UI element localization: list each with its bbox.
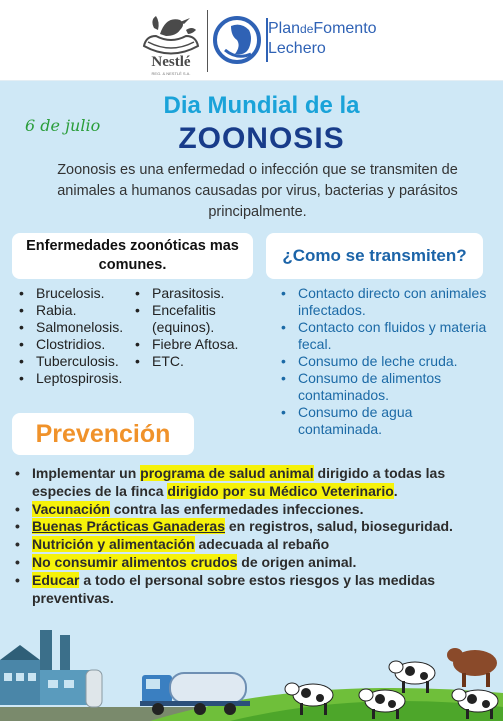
highlighted-text: Vacunación: [32, 500, 110, 517]
list-item: • ETC.: [132, 353, 262, 370]
list-item: • Consumo de agua contaminada.: [278, 404, 488, 438]
prevention-item-3: [12, 518, 492, 536]
list-item: • Rabia.: [16, 302, 136, 319]
list-item: • Fiebre Aftosa.: [132, 336, 262, 353]
list-item: • Tuberculosis.: [16, 353, 136, 370]
nestle-tagline: REG. & NESTLÉ S.A.: [151, 71, 191, 76]
prevention-header-card: [12, 413, 194, 455]
highlighted-text: programa de salud animal: [140, 465, 314, 481]
list-item: • Contacto directo con animales infectados.: [278, 285, 488, 319]
list-item: • Contacto con fluidos y materia fecal.: [278, 319, 488, 353]
diseases-list-col1: [16, 285, 136, 387]
highlighted-text: dirigido por su Médico Veterinario: [167, 482, 394, 499]
text-segment: de origen animal.: [237, 553, 357, 570]
fomento-word: Fomento: [313, 20, 377, 37]
diseases-list-col2: [132, 285, 262, 370]
diseases-title: Enfermedades zoonóticas mas comunes.: [26, 238, 239, 273]
highlighted-text: Nutrición y alimentación: [32, 536, 195, 553]
list-item: • Encefalitis (equinos).: [132, 302, 262, 336]
plan-fomento-title: [268, 20, 377, 38]
plan-word: Plan: [268, 20, 301, 37]
highlighted-text: Educar: [32, 571, 80, 588]
list-item: • Leptospirosis.: [16, 370, 136, 387]
list-item: • Brucelosis.: [16, 285, 136, 302]
title-line-1: Dia Mundial de la: [163, 92, 360, 119]
plan-fomento-lechero-logo: [211, 14, 263, 66]
list-item: • Salmonelosis.: [16, 319, 136, 336]
prevention-item-1: [12, 465, 492, 501]
list-item: • Consumo de leche cruda.: [278, 353, 488, 370]
transmission-title: ¿Como se transmiten?: [282, 246, 467, 265]
prevention-item-5: [12, 554, 492, 572]
intro-paragraph: Zoonosis es una enfermedad o infección que se transmiten de animales a humanos causadas por virus, bacterias y parásitos principalmente.: [57, 162, 458, 220]
date-label: 6 de julio: [25, 116, 101, 135]
prevention-item-6: [12, 572, 492, 608]
list-item: • Parasitosis.: [132, 285, 262, 302]
text-segment: Implementar un: [32, 465, 141, 481]
text-segment: adecuada al rebaño: [194, 536, 330, 553]
transmission-list: [278, 285, 488, 438]
text-segment: contra las enfermedades infecciones.: [109, 500, 364, 517]
header-divider: [207, 10, 208, 72]
farm-scene-illustration: [0, 615, 503, 721]
header-bar: [0, 0, 503, 81]
lechero-word: Lechero: [268, 40, 326, 57]
brown-cow-icon: [447, 648, 497, 687]
highlighted-text: No consumir alimentos crudos: [32, 553, 238, 570]
highlighted-text: Buenas Prácticas Ganaderas: [32, 518, 225, 535]
transmission-header-card: [266, 233, 483, 279]
text-segment: .: [393, 482, 398, 499]
prevention-list: [12, 465, 492, 607]
factory-icon: [0, 630, 102, 707]
text-segment: en registros, salud, bioseguridad.: [225, 518, 453, 535]
list-item: • Consumo de alimentos contaminados.: [278, 370, 488, 404]
title-line-2: ZOONOSIS: [178, 122, 345, 155]
text-segment: a todo el personal sobre estos riesgos y las medidas preventivas.: [32, 571, 436, 606]
de-word: de: [300, 22, 314, 36]
milk-truck-icon: [140, 673, 250, 715]
list-item: • Clostridios.: [16, 336, 136, 353]
prevention-item-4: [12, 536, 492, 554]
text-segment: dirigido a todas las especies de la finca: [32, 465, 446, 499]
prevention-title: Prevención: [35, 420, 171, 448]
nestle-wordmark: Nestlé: [151, 54, 191, 70]
diseases-header-card: [12, 233, 253, 279]
prevention-item-2: [12, 501, 492, 519]
